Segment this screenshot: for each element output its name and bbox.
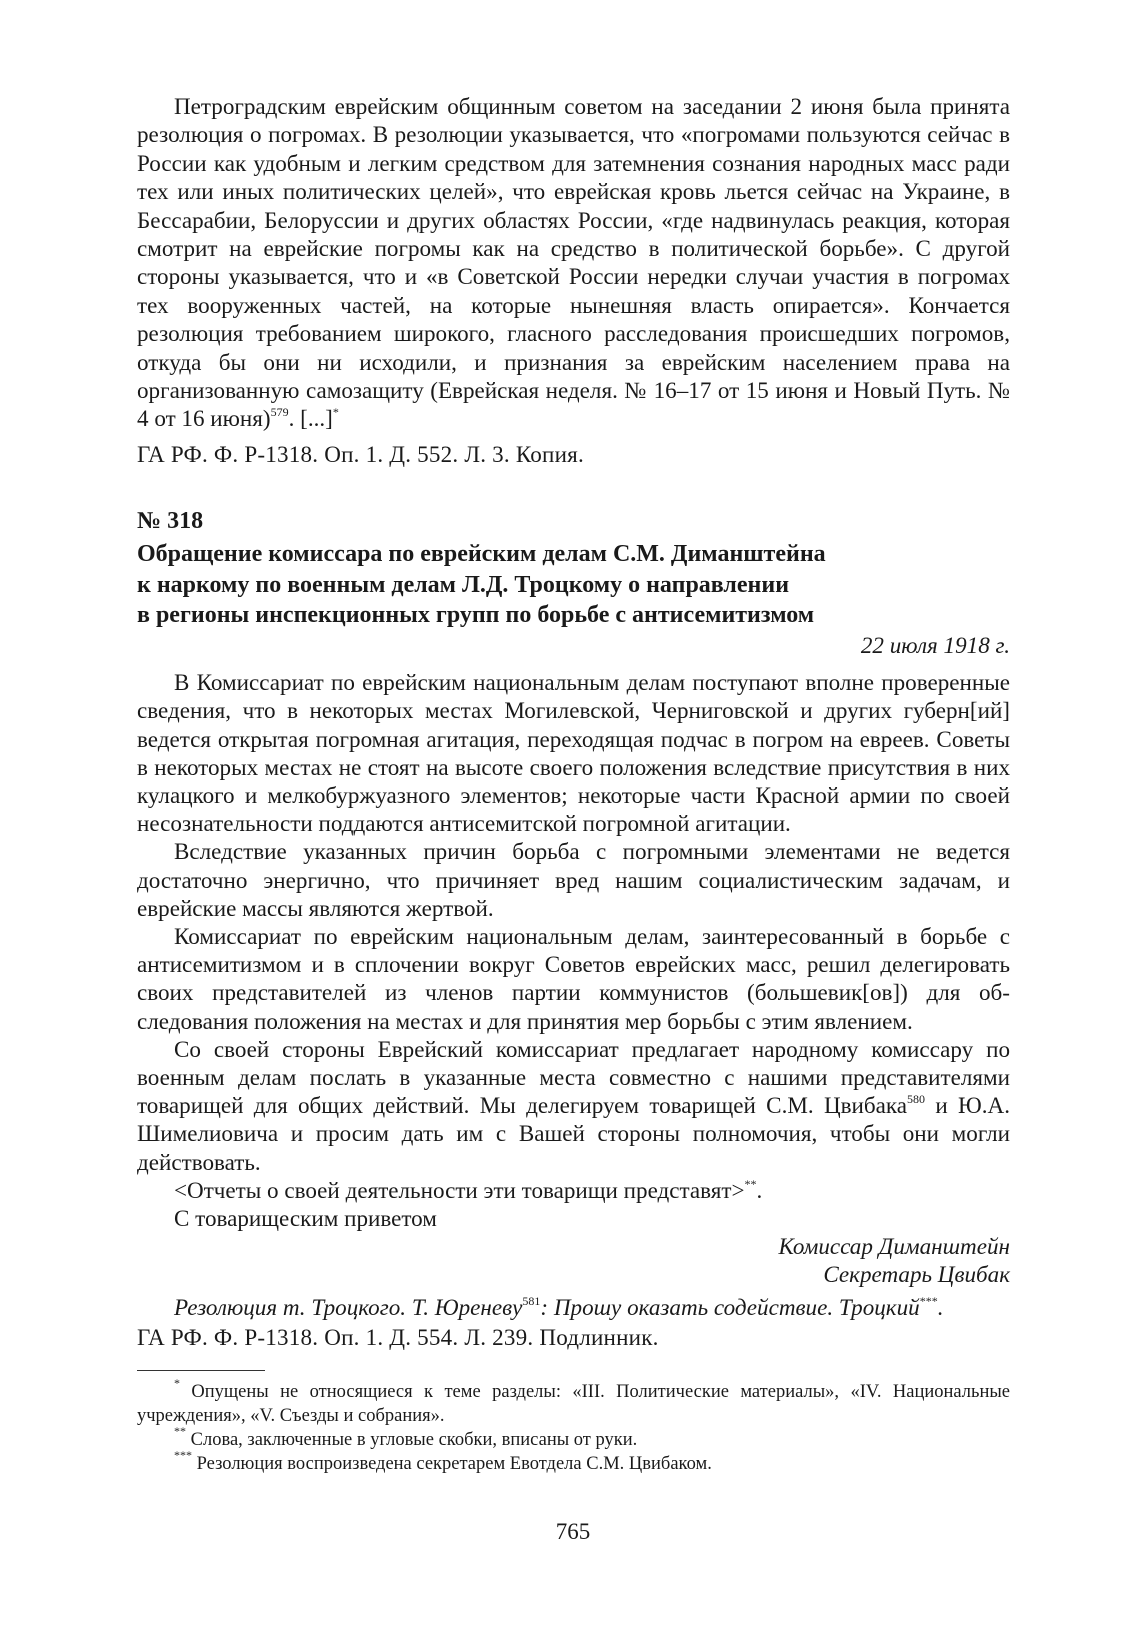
prev-doc-source: ГА РФ. Ф. Р-1318. Оп. 1. Д. 552. Л. 3. Копия. — [137, 440, 584, 467]
body-paragraph-5-text: <Отчеты о своей деятельности эти товарищи представят> — [174, 1176, 745, 1203]
prev-doc-paragraph — [137, 92, 1010, 433]
footnote-separator — [137, 1370, 265, 1371]
footnote-mark-1: * — [332, 405, 339, 420]
signature-block — [137, 1232, 1010, 1288]
footnote-3-text: Резолюция воспроизведена секретарем Евотдела С.М. Цвибаком. — [192, 1454, 712, 1475]
body-paragraph-3: Комиссариат по еврейским национальным делам, заинтересованный в борьбе с антисемитизмом и в сплочении вокруг Советов еврейских масс, решил делегировать своих представителей из членов партии коммунистов (большевик[ов]) для обследования положения на местах и для принятия мер борьбы с этим явлением. — [137, 923, 1010, 1034]
footnote-3 — [137, 1448, 1010, 1476]
footnote-1-mark: * — [174, 1376, 180, 1391]
greeting: С товарищеским приветом — [174, 1205, 437, 1232]
endnote-ref-580: 580 — [907, 1092, 926, 1107]
signature-commissar: Комиссар Диманштейн — [778, 1233, 1010, 1260]
document-body — [137, 668, 1010, 1232]
body-paragraph-2: Вследствие указанных причин борьба с погромными элементами не ведется достаточно энергично, что причиняет вред нашим социалистическим задачам, и еврейские массы являются жертвой. — [137, 838, 1010, 921]
title-line-1: Обращение комиссара по еврейским делам С.М. Диманштейна — [137, 541, 826, 568]
endnote-ref-581: 581 — [522, 1293, 541, 1308]
endnote-ref-579: 579 — [270, 405, 289, 420]
footnote-2-mark: ** — [174, 1424, 186, 1439]
page-content — [137, 92, 1010, 1476]
body-paragraph-4 — [137, 1035, 1010, 1176]
prev-doc-text-end: . [...] — [288, 405, 333, 432]
footnote-mark-3: *** — [919, 1293, 938, 1308]
footnote-mark-2: ** — [744, 1176, 757, 1191]
footnote-2-text: Слова, заключенные в угловые скобки, вписаны от руки. — [186, 1430, 638, 1451]
signature-secretary: Секретарь Цвибак — [823, 1261, 1010, 1288]
page-number: 765 — [555, 1519, 591, 1544]
body-paragraph-4-text: Со своей стороны Еврейский комиссариат предлагает народному комиссару по военным делам послать в указанные места совместно с нашими представителями товарищей для общих действий. Мы делегируем товарищей С.М. Цвибака — [137, 1035, 1010, 1119]
footnote-1-text: Опущены не относящиеся к теме разделы: «III. Политические материалы», «IV. Национальные учреждения», «V. Съезды и собрания». — [137, 1382, 1010, 1427]
body-paragraph-4-text-end: и Ю.А. Шимелиовича и просим дать им с Вашей стороны полномочия, чтобы они могли действовать. — [137, 1092, 1010, 1175]
resolution-text: Резолюция т. Троцкого. Т. Юреневу — [174, 1293, 523, 1320]
body-paragraph-1: В Комиссариат по еврейским национальным делам поступают вполне проверенные сведения, что в некоторых местах Могилевской, Черниговской и других губерн[ий] ведется открытая погромная агитация, переходящая подчас в погром на евреев. Советы в некоторых местах не стоят на высоте своего положения вследствие присутствия в них кулацкого и мелкобуржуазного элементов; некоторые части Красной армии по своей несознательности поддаются антисемитской погромной агитации. — [137, 669, 1010, 837]
title-line-2: к наркому по военным делам Л.Д. Троцкому о направлении — [137, 571, 790, 598]
document-date: 22 июля 1918 г. — [860, 631, 1010, 658]
resolution-text-2: : Прошу оказать содействие. Троцкий — [540, 1293, 920, 1320]
prev-doc-text: Петроградским еврейским общинным советом на заседании 2 июня была принята резолюция о погромах. В резолюции указывается, что «погромами пользуются сейчас в России как удобным и легким средством для затемнения сознания народных масс ради тех или иных политических целей», что еврейская кровь льется сейчас на Украине, в Бессарабии, Белоруссии и других областях России, «где надвинулась реакция, которая смотрит на еврейские погромы как на средство в политической борьбе». С другой стороны указывается, что и «в Советской России нередки случаи участия в погромах тех вооруженных частей, на которые нынешняя власть опирается». Кончается резолюция требованием широкого, гласного расследования происшедших погромов, откуда бы они ни исходили, и признания за еврейским населением права на организованную самозащиту (Еврейская неделя. № 16–17 от 15 июня и Новый Путь. № 4 от 16 июня) — [137, 93, 1010, 432]
title-line-3: в регионы инспекционных групп по борьбе с антисемитизмом — [137, 602, 815, 629]
footnote-2 — [137, 1424, 1010, 1452]
footnote-1 — [137, 1376, 1010, 1428]
resolution-end: . — [937, 1293, 944, 1320]
document-number: № 318 — [137, 508, 204, 535]
footnote-3-mark: *** — [174, 1448, 192, 1463]
document-source: ГА РФ. Ф. Р-1318. Оп. 1. Д. 554. Л. 239. Подлинник. — [137, 1324, 659, 1351]
body-paragraph-5-end: . — [756, 1176, 763, 1203]
document-title — [137, 539, 1010, 631]
body-paragraph-5 — [137, 1176, 1010, 1204]
resolution — [137, 1293, 1010, 1321]
